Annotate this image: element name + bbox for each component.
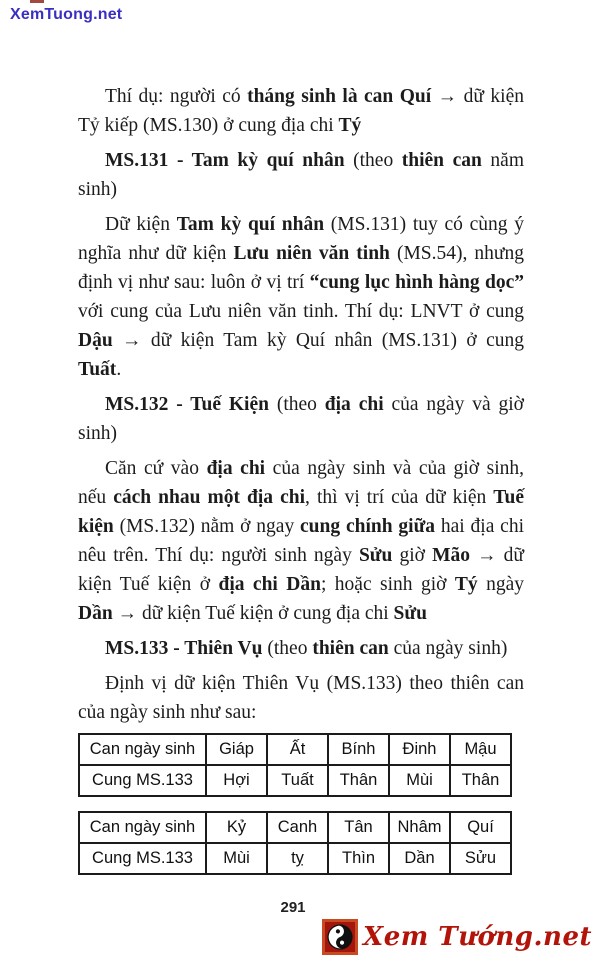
bold-text: thiên can — [312, 638, 389, 659]
table-cell: Mùi — [206, 843, 267, 874]
table-cell: Tân — [328, 812, 389, 843]
text: → dữ kiện Tuế kiện ở cung địa chi — [112, 603, 394, 624]
brand-text: Xem Tướng.net — [363, 922, 592, 952]
bold-text: địa chi Dần — [218, 574, 321, 595]
bold-text: Lưu niên văn tinh — [233, 243, 390, 264]
bold-text: địa chi — [324, 394, 384, 415]
scan-artifact — [30, 0, 44, 3]
text: ; hoặc sinh giờ — [320, 574, 455, 595]
bold-text: Dậu — [78, 330, 113, 351]
table-cell: Ất — [267, 734, 328, 765]
table-cell: Thìn — [328, 843, 389, 874]
site-watermark-link[interactable]: XemTuong.net — [10, 6, 123, 23]
bold-text: MS.132 - Tuế Kiện — [105, 394, 269, 415]
text: (MS.132) nằm ở ngay — [113, 516, 301, 537]
section-heading — [78, 146, 524, 204]
bold-text: Sửu — [358, 545, 393, 566]
bold-text: Sửu — [393, 603, 427, 624]
text: Căn cứ vào — [105, 458, 207, 479]
bottom-brand-logo — [322, 919, 592, 955]
text: → dữ kiện Tỷ kiếp (MS.130) ở cung địa chi — [78, 86, 524, 136]
text: năm sinh) — [78, 150, 524, 200]
table-cell: Nhâm — [389, 812, 450, 843]
bold-text: MS.131 - Tam kỳ quí nhân — [105, 150, 345, 171]
text: (MS.54), nhưng định vị như sau: luôn ở vị trí — [78, 243, 524, 293]
table-cell: Bính — [328, 734, 389, 765]
bold-text: Tý — [454, 574, 478, 595]
table-cell: Mậu — [450, 734, 511, 765]
text: của ngày sinh) — [388, 638, 508, 659]
text: , thì vị trí của dữ kiện — [305, 487, 494, 508]
text: ngày — [477, 574, 525, 595]
text: → dữ kiện Tuế kiện ở — [78, 545, 525, 595]
body-paragraph — [78, 454, 524, 628]
table-cell: Thân — [328, 765, 389, 796]
row-label-cell: Cung MS.133 — [79, 765, 206, 796]
table-cell: Giáp — [206, 734, 267, 765]
body-paragraph — [78, 82, 524, 140]
row-label-cell: Cung MS.133 — [79, 843, 206, 874]
text: Thí dụ: người có — [105, 86, 248, 107]
table-row — [79, 843, 511, 874]
page-body — [78, 82, 524, 875]
text: (theo — [262, 638, 313, 659]
table-cell: Dần — [389, 843, 450, 874]
table-cell: tỵ — [267, 843, 328, 874]
section-heading — [78, 390, 524, 448]
table-cell: Tuất — [267, 765, 328, 796]
text: giờ — [392, 545, 433, 566]
text: Dữ kiện — [105, 214, 177, 235]
row-label-cell: Can ngày sinh — [79, 812, 206, 843]
table-cell: Hợi — [206, 765, 267, 796]
text: hai địa chi nêu trên. Thí dụ: người sinh ngày — [78, 516, 525, 566]
text: với cung của Lưu niên văn tinh. Thí dụ: LNVT ở cung — [78, 301, 524, 322]
text: (MS.131) tuy có cùng ý nghĩa như dữ kiện — [78, 214, 524, 264]
bold-text: cách nhau một địa chi — [113, 487, 306, 508]
bold-text: Tam kỳ quí nhân — [176, 214, 325, 235]
table-cell: Đinh — [389, 734, 450, 765]
bold-text: địa chi — [206, 458, 266, 479]
bold-text: cung chính giữa — [300, 516, 436, 537]
bold-text: “cung lục hình hàng dọc” — [309, 272, 525, 293]
bold-text: Mão — [432, 545, 470, 566]
table-row — [79, 734, 511, 765]
thien-vu-table-2 — [78, 811, 512, 875]
bold-text: MS.133 - Thiên Vụ — [105, 638, 263, 659]
text: của ngày và giờ sinh) — [78, 394, 524, 444]
page-number: 291 — [280, 899, 306, 916]
text: → dữ kiện Tam kỳ Quí nhân (MS.131) ở cung — [112, 330, 524, 351]
text: Định vị dữ kiện Thiên Vụ (MS.133) theo thiên can của ngày sinh như sau: — [78, 673, 524, 723]
table-cell: Sửu — [450, 843, 511, 874]
bold-text: thiên can — [401, 150, 482, 171]
bold-text: Tuất — [78, 359, 117, 380]
table-cell: Kỷ — [206, 812, 267, 843]
yin-yang-icon — [322, 919, 358, 955]
table-cell: Mùi — [389, 765, 450, 796]
text: . — [116, 359, 122, 380]
bold-text: Dần — [78, 603, 113, 624]
bold-text: Tuế kiện — [78, 487, 525, 537]
table-cell: Canh — [267, 812, 328, 843]
text: (theo — [344, 150, 402, 171]
section-heading — [78, 634, 524, 663]
row-label-cell: Can ngày sinh — [79, 734, 206, 765]
text: (theo — [268, 394, 325, 415]
thien-vu-table-1 — [78, 733, 512, 797]
table-row — [79, 812, 511, 843]
body-paragraph — [78, 669, 524, 727]
bold-text: Tý — [338, 115, 362, 136]
table-row — [79, 765, 511, 796]
bold-text: tháng sinh là can Quí — [247, 86, 432, 107]
text: của ngày sinh và của giờ sinh, nếu — [78, 458, 524, 508]
table-cell: Thân — [450, 765, 511, 796]
table-cell: Quí — [450, 812, 511, 843]
body-paragraph — [78, 210, 524, 384]
